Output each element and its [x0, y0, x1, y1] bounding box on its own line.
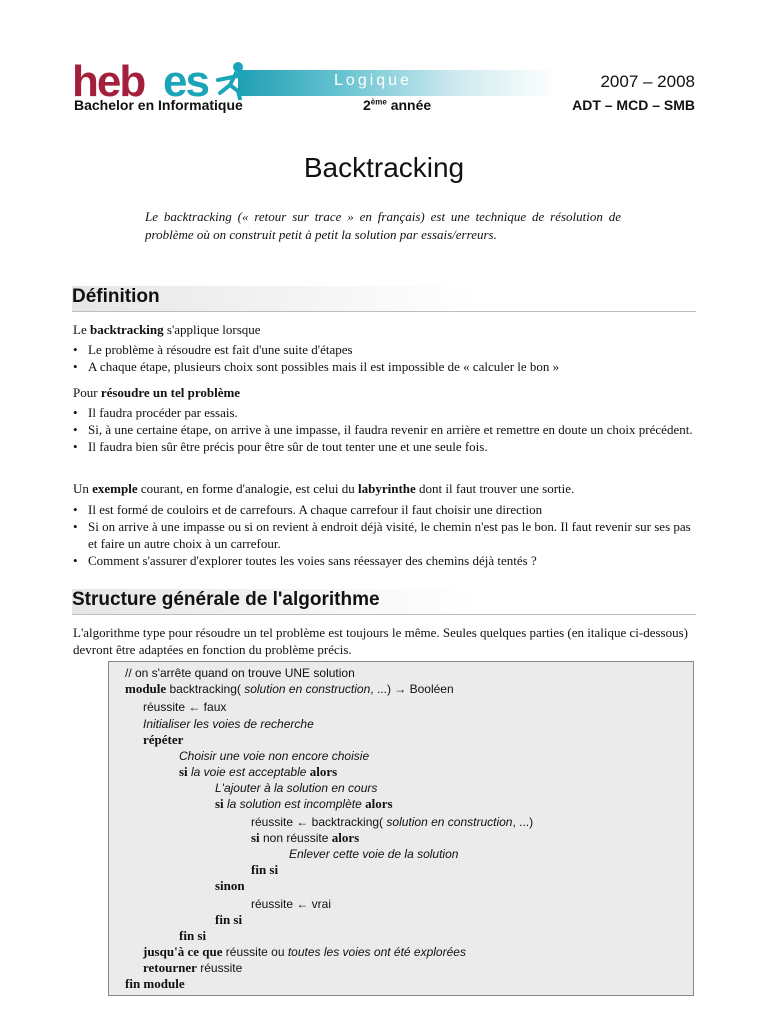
- definition-paragraph-2: Pour résoudre un tel problème: [73, 385, 241, 400]
- pseudocode-box: [108, 661, 694, 996]
- list-item: • Le problème à résoudre est fait d'une suite d'étapes: [73, 341, 693, 358]
- code-line: module backtracking( solution en construction, ...) → Booléen: [125, 681, 454, 696]
- code-line: réussite ← faux: [143, 700, 227, 714]
- list-item: • Il faudra procéder par essais.: [73, 404, 693, 421]
- code-line: fin module: [125, 976, 185, 991]
- definition-paragraph-1: Le backtracking s'applique lorsque: [73, 322, 261, 337]
- code-comment: // on s'arrête quand on trouve UNE solution: [125, 666, 355, 680]
- algorithm-paragraph: L'algorithme type pour résoudre un tel problème est toujours le même. Seules quelques parties (en italique ci-dessous) devront être adaptées en fonction du problème précis.: [73, 625, 688, 657]
- intro-paragraph: Le backtracking (« retour sur trace » en français) est une technique de résolution de problème où on construit petit à petit la solution par essais/erreurs.: [145, 209, 621, 242]
- list-item: • Comment s'assurer d'explorer toutes les voies sans réessayer des chemins déjà tentés ?: [73, 552, 693, 569]
- code-line: Enlever cette voie de la solution: [289, 847, 459, 861]
- esi-logo: es: [163, 57, 208, 106]
- code-line: L'ajouter à la solution en cours: [215, 781, 378, 795]
- code-line: sinon: [215, 878, 245, 893]
- program-name: Bachelor en Informatique: [74, 97, 243, 113]
- list-item: • Il faudra bien sûr être précis pour être sûr de tout tenter une et une seule fois.: [73, 438, 693, 455]
- list-item: • A chaque étape, plusieurs choix sont possibles mais il est impossible de « calculer le bon »: [73, 358, 693, 375]
- code-line: retourner réussite: [143, 960, 243, 975]
- code-line: fin si: [179, 928, 207, 943]
- authors: ADT – MCD – SMB: [572, 97, 695, 113]
- code-line: Initialiser les voies de recherche: [143, 717, 314, 731]
- list-item: • Si on arrive à une impasse ou si on revient à endroit déjà visité, le chemin n'est pas le bon. Il faut revenir sur ses pas et faire un autre choix à un carrefour.: [73, 518, 693, 552]
- code-line: fin si: [251, 862, 279, 877]
- academic-year: 2007 – 2008: [600, 72, 695, 91]
- code-line: réussite ← vrai: [251, 897, 332, 911]
- list-item: • Il est formé de couloirs et de carrefours. A chaque carrefour il faut choisir une direction: [73, 501, 693, 518]
- heb-logo: heb: [72, 57, 145, 106]
- year-level: 2ème année: [363, 97, 432, 113]
- code-line: réussite ← backtracking( solution en construction, ...): [251, 815, 534, 829]
- list-item: • Si, à une certaine étape, on arrive à une impasse, il faudra revenir en arrière et remettre en doute un choix précédent.: [73, 421, 693, 438]
- course-title: Logique: [334, 72, 412, 89]
- document-title: Backtracking: [303, 152, 465, 183]
- definition-list-3: [73, 501, 693, 569]
- code-line: si la solution est incomplète alors: [215, 796, 393, 811]
- code-line: jusqu'à ce que réussite ou toutes les voies ont été explorées: [143, 944, 466, 959]
- code-line: fin si: [215, 912, 243, 927]
- definition-paragraph-3: Un exemple courant, en forme d'analogie, est celui du labyrinthe dont il faut trouver une sortie.: [73, 481, 575, 496]
- code-line: Choisir une voie non encore choisie: [179, 749, 370, 763]
- section-heading-definition: Définition: [72, 286, 696, 312]
- definition-list-2: [73, 404, 693, 455]
- code-line: si non réussite alors: [251, 830, 360, 845]
- section-heading-algorithm: Structure générale de l'algorithme: [72, 589, 696, 615]
- code-line: si la voie est acceptable alors: [179, 764, 338, 779]
- code-line: répéter: [143, 732, 184, 747]
- definition-list-1: [73, 341, 693, 375]
